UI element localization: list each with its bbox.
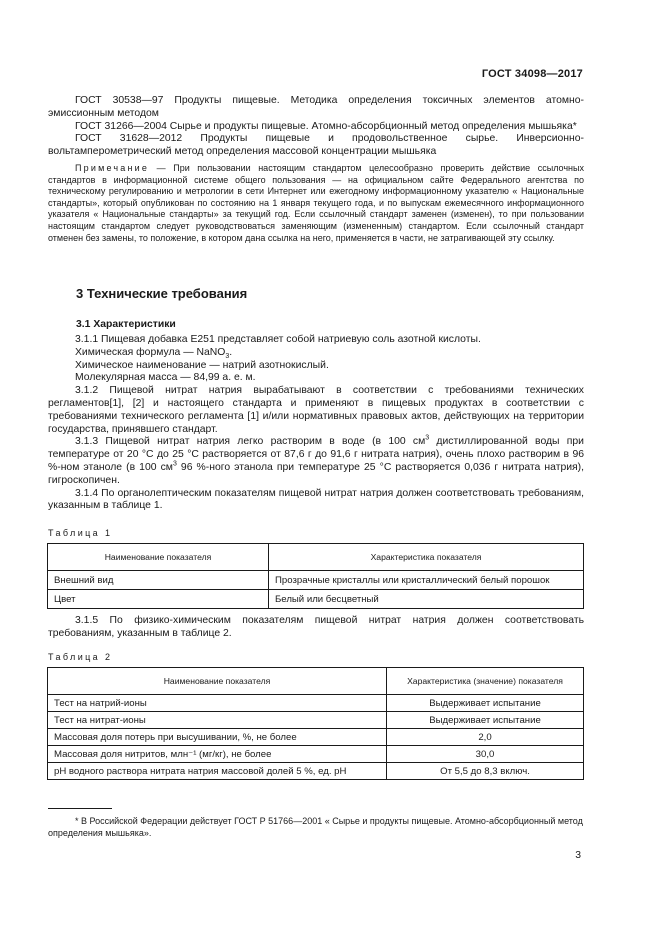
- standard-header: ГОСТ 34098—2017: [481, 68, 583, 80]
- table-row: Тест на нитрат-ионы Выдерживает испытание: [48, 712, 584, 729]
- section-title: 3 Технические требования: [76, 286, 248, 301]
- note-text: — При пользовании настоящим стандартом целесообразно проверить действие ссылочных стандартов в информационной системе общего пользования — на официальном сайте Федерального агентства по техническому регулированию и метрологии в сети Интернет или ежегодному информационному указателю « Национальные стандарты», который опубликован по состоянию на 1 января текущего года, и по выпускам ежемесячного информационного указателя « Национальные стандарты» за текущий год. Если ссылочный стандарт заменен (изменен), то при пользовании настоящим стандартом следует руководствоваться заменяющим (измененным) стандартом. Если ссылочный стандарт отменен без замены, то положение, в котором дана ссылка на него, применяется в части, не затрагивающей эту ссылку.: [48, 163, 584, 243]
- reference-item: ГОСТ 31266—2004 Сырье и продукты пищевые. Атомно-абсорбционный метод определения мышьяка*: [75, 120, 577, 132]
- normative-references: [48, 95, 584, 159]
- table2-header-name: Наименование показателя: [48, 668, 387, 695]
- table1-header-value: Характеристика показателя: [269, 544, 584, 571]
- paragraph-3-1-3: 3.1.3 Пищевой нитрат натрия легко растворим в воде (в 100 $см^3$ дистиллированной воды при температуре от 20 °С до 25 °С растворяется от 87,6 г до 91,6 г нитрата натрия), очень плохо растворим в 96 %-ном этаноле (в 100 $см^3$ 96 %-ного этанола при температуре 25 °С растворяется 0,036 г нитрата натрия), гигроскопичен.: [48, 434, 585, 486]
- molecular-mass: Молекулярная масса — 84,99 а. е. м.: [75, 372, 256, 384]
- table-row: Тест на натрий-ионы Выдерживает испытание: [48, 695, 584, 712]
- chemical-name: Химическое наименование — натрий азотнокислый.: [75, 359, 329, 371]
- table-row: Массовая доля потерь при высушивании, %, не более 2,0: [48, 729, 584, 746]
- table-1: [47, 543, 584, 609]
- table-2: [47, 667, 584, 780]
- subsection-title: 3.1 Характеристики: [76, 319, 176, 330]
- characteristics-text: [48, 334, 584, 513]
- paragraph-3-1-2: 3.1.2 Пищевой нитрат натрия вырабатывают в соответствии с требованиями технических регламентов[1], [2] и настоящего стандарта и применяют в пищевых продуктах в соответствии с требованиями технического регламента [1] и/или нормативных правовых актов, действующих на территории государства, принявшего стандарт.: [48, 385, 584, 435]
- page-number: 3: [575, 850, 581, 861]
- reference-item: ГОСТ 31628—2012 Продукты пищевые и продовольственное сырье. Инверсионно-вольтамперометрический метод определения массовой концентрации мышьяка: [48, 133, 584, 158]
- table-row: Внешний вид Прозрачные кристаллы или кристаллический белый порошок: [48, 571, 584, 590]
- note-label: Примечание: [75, 163, 150, 173]
- table-row: pH водного раствора нитрата натрия массовой долей 5 %, ед. pH От 5,5 до 8,3 включ.: [48, 763, 584, 780]
- footnote-divider: [48, 808, 112, 809]
- table-row: Цвет Белый или бесцветный: [48, 590, 584, 609]
- footnote: * В Российской Федерации действует ГОСТ Р 51766—2001 « Сырье и продукты пищевые. Атомно-абсорбционный метод определения мышьяка».: [48, 816, 583, 838]
- chemical-formula: Химическая формула — NaNO$_3$.: [75, 346, 233, 360]
- paragraph-3-1-1: 3.1.1 Пищевая добавка Е251 представляет собой натриевую соль азотной кислоты.: [75, 334, 481, 345]
- table2-caption: Таблица 2: [48, 652, 113, 662]
- table1-caption: Таблица 1: [48, 528, 113, 538]
- paragraph-3-1-5: 3.1.5 По физико-химическим показателям пищевой нитрат натрия должен соответствовать требованиям, указанным в таблице 2.: [48, 615, 584, 639]
- note-paragraph: [48, 163, 584, 244]
- table2-header-value: Характеристика (значение) показателя: [387, 668, 584, 695]
- table-row: Массовая доля нитритов, млн⁻¹ (мг/кг), не более 30,0: [48, 746, 584, 763]
- reference-item: ГОСТ 30538—97 Продукты пищевые. Методика определения токсичных элементов атомно-эмиссионным методом: [48, 95, 584, 119]
- paragraph-3-1-4: 3.1.4 По органолептическим показателям пищевой нитрат натрия должен соответствовать требованиям, указанным в таблице 1.: [48, 487, 584, 512]
- table1-header-name: Наименование показателя: [48, 544, 269, 571]
